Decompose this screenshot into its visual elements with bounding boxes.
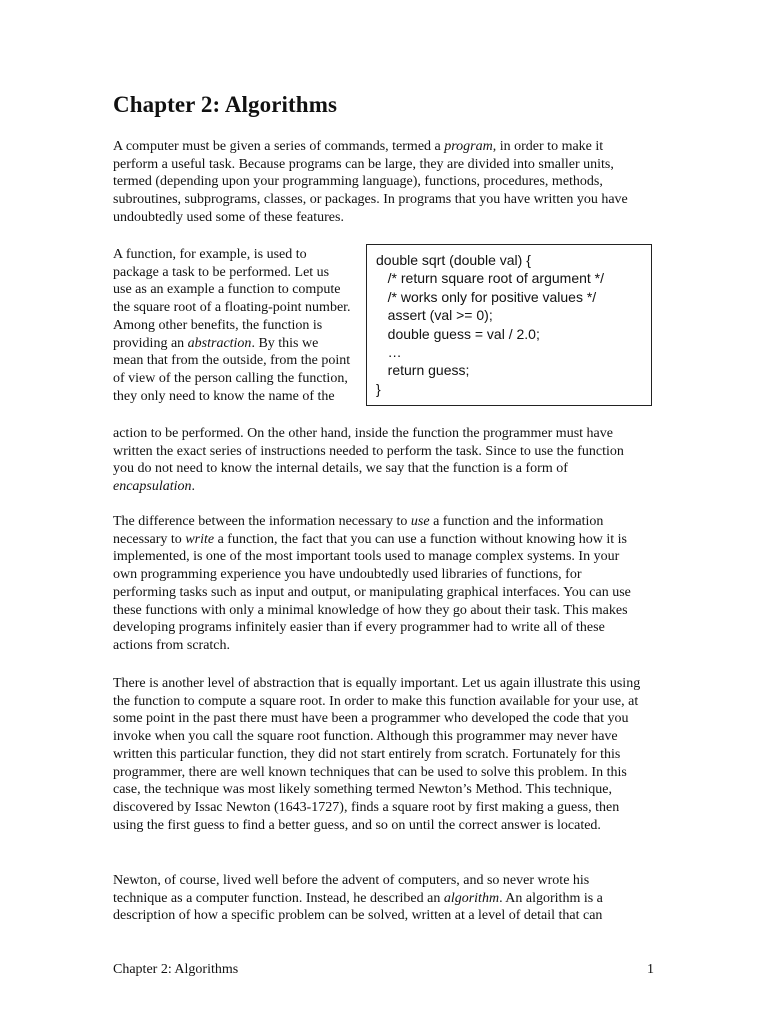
- code-line: assert (val >= 0);: [376, 307, 493, 324]
- footer-chapter-label: Chapter 2: Algorithms: [113, 962, 239, 977]
- paragraph-intro: [113, 138, 643, 227]
- code-line: /* return square root of argument */: [376, 270, 605, 287]
- paragraph-algorithm: [113, 872, 643, 925]
- code-line: double sqrt (double val) {: [376, 252, 531, 268]
- code-example-box: [366, 244, 652, 406]
- code-line: /* works only for positive values */: [376, 288, 597, 305]
- code-line: }: [376, 380, 381, 397]
- paragraph-use-vs-write: [113, 513, 643, 655]
- text-span: . By this we mean that from the outside, from the point of view of the person calling the function, they only need to know the name of the: [113, 335, 351, 404]
- footer-page-number: 1: [647, 962, 654, 977]
- text-span: A function, for example, is used to package a task to be performed. Let us use as an example a function to compute the square root of a floating-point number. Among other benefits, the function is providing an: [113, 247, 351, 351]
- text-span: a function and the information necessary to: [113, 514, 604, 547]
- text-span: a function, the fact that you can use a function without knowing how it is implemented, is one of the most important tools used to manage complex systems. In your own programming experience you have undoubtedly used libraries of functions, for performing tasks such as input and output, or manipulating graphical interfaces. You can use these functions with only a minimal knowledge of how they go about their task. This makes developing programs infinitely easier than if every programmer had to write all of these actions from scratch.: [113, 531, 631, 653]
- paragraph-function-wrapped: [113, 246, 351, 405]
- emphasis-encapsulation: encapsulation: [113, 479, 192, 495]
- text-span: . An algorithm is a description of how a specific problem can be solved, written at a level of detail that can: [113, 890, 603, 924]
- text-span: action to be performed. On the other hand, inside the function the programmer must have written the exact series of instructions needed to perform the task. Since to use the function you do not need to know the internal details, we say that the function is a form of: [113, 426, 624, 477]
- paragraph-newtons-method: There is another level of abstraction that is equally important. Let us again illustrate this using the function to compute a square root. In order to make this function available for your use, at some point in the past there must have been a programmer who developed the code that you invoke when you call the square root function. Although this programmer may never have written this particular function, they did not start entirely from scratch. Fortunately for this programmer, there are well known techniques that can be used to solve this problem. In this case, the technique was most likely something termed Newton’s Method. This technique, discovered by Issac Newton (1643-1727), finds a square root by first making a guess, then using the first guess to find a better guess, and so on until the correct answer is located.: [113, 676, 641, 833]
- emphasis-use: use: [410, 514, 430, 529]
- text-span: A computer must be given a series of commands, termed a: [113, 139, 445, 154]
- code-line: double guess = val / 2.0;: [376, 325, 540, 342]
- chapter-title: Chapter 2: Algorithms: [113, 92, 338, 117]
- emphasis-program: program: [444, 139, 493, 154]
- paragraph-function-continued: [113, 425, 643, 496]
- emphasis-algorithm: algorithm: [443, 890, 500, 906]
- text-span: , in order to make it perform a useful task. Because programs can be large, they are divided into smaller units, termed (depending upon your programming language), functions, procedures, methods, subroutines, subprograms, classes, or packages. In programs that you have written you have undoubtedly used some of these features.: [113, 139, 628, 225]
- text-span: The difference between the information necessary to: [113, 514, 411, 529]
- emphasis-abstraction: abstraction: [187, 335, 252, 351]
- code-line: …: [376, 344, 402, 361]
- emphasis-write: write: [185, 531, 215, 547]
- code-line: return guess;: [376, 362, 470, 379]
- text-span: .: [191, 479, 196, 495]
- text-span: Newton, of course, lived well before the advent of computers, and so never wrote his technique as a computer function. Instead, he described an: [113, 873, 590, 906]
